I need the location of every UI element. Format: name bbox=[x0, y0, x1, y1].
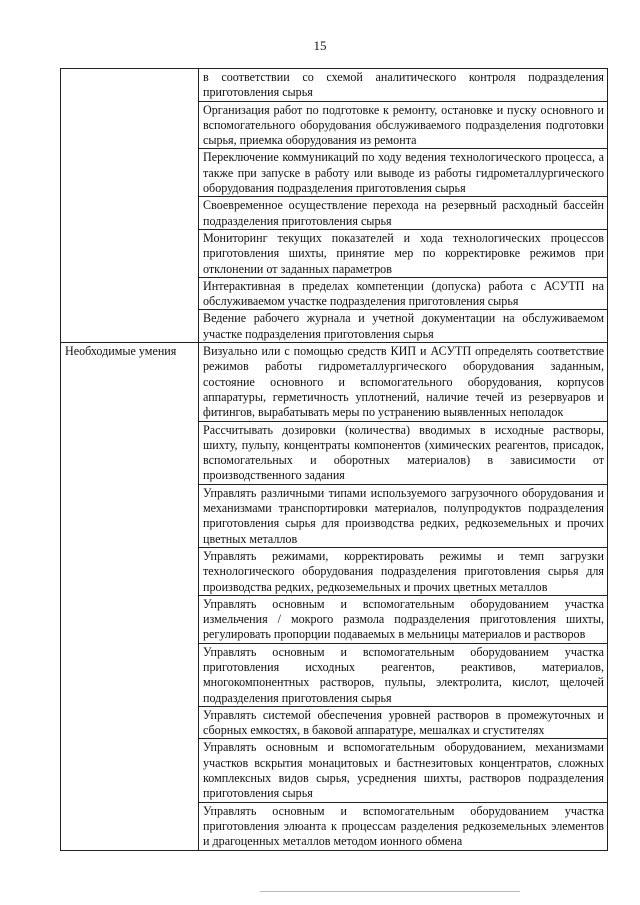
table-cell: Интерактивная в пределах компетенции (допуска) работа с АСУТП на обслуживаемом участке подразделения приготовления сырья bbox=[199, 277, 608, 310]
skill-cell: Визуально или с помощью средств КИП и АСУТП определять соответствие режимов работы гидрометаллургического оборудования заданным, состояние основного и вспомогательного оборудования, корпусов аппаратуры, герметичность уплотнений, наличие течей из резервуаров и фитингов, вырабатывать меры по устранению выявленных неполадок bbox=[199, 343, 608, 421]
page-number: 15 bbox=[313, 38, 327, 53]
skill-cell: Рассчитывать дозировки (количества) вводимых в исходные растворы, шихту, пульпу, концентраты компонентов (химических реагентов, присадок, вспомогательных и оборотных материалов) в зависимости от производственного задания bbox=[199, 421, 608, 484]
skill-cell: Управлять основным и вспомогательным оборудованием участка приготовления элюанта к процессам разделения редкоземельных элементов и драгоценных металлов методом ионного обмена bbox=[199, 802, 608, 850]
table-cell: Мониторинг текущих показателей и хода технологических процессов приготовления шихты, принятие мер по корректировке режимов при отклонении от заданных параметров bbox=[199, 229, 608, 277]
table-row bbox=[61, 69, 608, 102]
skill-cell: Управлять режимами, корректировать режимы и темп загрузки технологического оборудования подразделения приготовления сырья для производства редких, редкоземельных и прочих цветных металлов bbox=[199, 547, 608, 595]
skill-cell: Управлять системой обеспечения уровней растворов в промежуточных и сборных емкостях, в баковой аппаратуре, мешалках и сгустителях bbox=[199, 706, 608, 739]
table-cell: Своевременное осуществление перехода на резервный расходный бассейн подразделения приготовления сырья bbox=[199, 197, 608, 230]
skill-cell: Управлять различными типами используемого загрузочного оборудования и механизмами транспортировки материалов, полупродуктов подразделения приготовления сырья для производства редких, редкоземельных и прочих цветных металлов bbox=[199, 484, 608, 547]
skills-label: Необходимые умения bbox=[61, 343, 199, 851]
label-cell-empty bbox=[61, 69, 199, 343]
table-row bbox=[61, 343, 608, 421]
skill-cell: Управлять основным и вспомогательным оборудованием, механизмами участков вскрытия монацитовых и бастнезитовых концентратов, сложных комплексных видов сырья, усреднения шихты, растворов подразделения приготовления сырья bbox=[199, 739, 608, 802]
skill-cell: Управлять основным и вспомогательным оборудованием участка измельчения / мокрого размола подразделения приготовления шихты, регулировать пропорции подаваемых в мельницы материалов и растворов bbox=[199, 595, 608, 643]
table-cell: Переключение коммуникаций по ходу ведения технологического процесса, а также при запуске в работу или выводе из работы гидрометаллургического оборудования подразделения приготовления сырья bbox=[199, 149, 608, 197]
competency-table bbox=[60, 68, 608, 851]
table-cell: Организация работ по подготовке к ремонту, остановке и пуску основного и вспомогательного оборудования обслуживаемого подразделения подготовки сырья, приемка оборудования из ремонта bbox=[199, 101, 608, 149]
table-cell: Ведение рабочего журнала и учетной документации на обслуживаемом участке подразделения приготовления сырья bbox=[199, 310, 608, 343]
bottom-rule bbox=[260, 891, 520, 892]
skill-cell: Управлять основным и вспомогательным оборудованием участка приготовления исходных реагентов, реактивов, материалов, многокомпонентных растворов, пульпы, электролита, кислот, щелочей подразделения приготовления сырья bbox=[199, 643, 608, 706]
table-cell: в соответствии со схемой аналитического контроля подразделения приготовления сырья bbox=[199, 69, 608, 102]
